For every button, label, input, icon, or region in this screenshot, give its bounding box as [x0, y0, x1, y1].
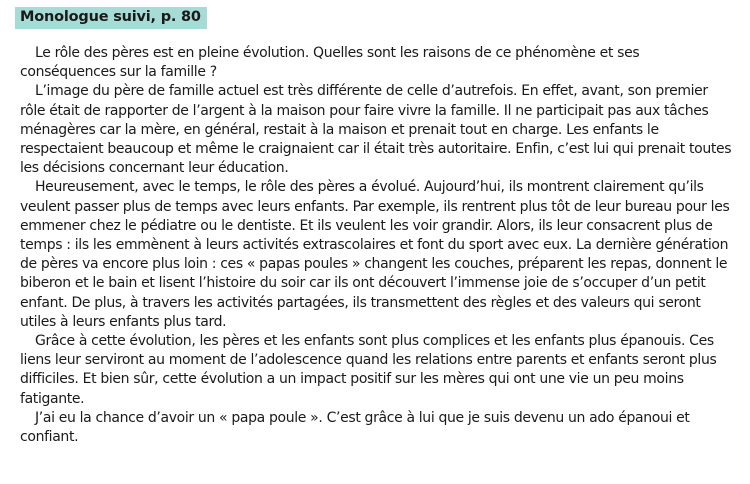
monologue-text [20, 44, 735, 447]
paragraph-consequences: Grâce à cette évolution, les pères et les enfants sont plus complices et les enfants plus épanouis. Ces liens leur serviront au moment de l’adolescence quand les relations entre parents et enfants seront plus difficiles. Et bien sûr, cette évolution a un impact positif sur les mères qui ont une vie un peu moins fatigante. [20, 333, 717, 407]
paragraph-conclusion: J’ai eu la chance d’avoir un « papa poule ». C’est grâce à lui que je suis devenu un ado épanoui et confiant. [20, 409, 690, 446]
paragraph-intro: Le rôle des pères est en pleine évolution. Quelles sont les raisons de ce phénomène et ses conséquences sur la famille ? [20, 45, 640, 81]
section-title-badge: Monologue suivi, p. 80 [15, 7, 207, 29]
paragraph-evolution: Heureusement, avec le temps, le rôle des pères a évolué. Aujourd’hui, ils montrent clairement qu’ils veulent passer plus de temps avec leurs enfants. Par exemple, ils rentrent plus tôt de leur bureau pour les emmener chez le pédiatre ou le dentiste. Et ils veulent les voir grandir. Alors, ils leur consacrent plus de temps : ils les emmènent à leurs activités extrascolaires et font du sport avec eux. La dernière génération de pères va encore plus loin : ces « papas poules » changent les couches, préparent les repas, donnent le biberon et le bain et lisent l’histoire du soir car ils ont découvert l’immense joie de s’occuper d’un petit enfant. De plus, à travers les activités partagées, ils transmettent des règles et des valeurs qui seront utiles à leurs enfants plus tard. [20, 179, 730, 330]
paragraph-past: L’image du père de famille actuel est très différente de celle d’autrefois. En effet, avant, son premier rôle était de rapporter de l’argent à la maison pour faire vivre la famille. Il ne participait pas aux tâches ménagères car la mère, en général, restait à la maison et prenait tout en charge. Les enfants le respectaient beaucoup et même le craignaient car il était très autoritaire. Enfin, c’est lui qui prenait toutes les décisions concernant leur éducation. [20, 83, 732, 177]
